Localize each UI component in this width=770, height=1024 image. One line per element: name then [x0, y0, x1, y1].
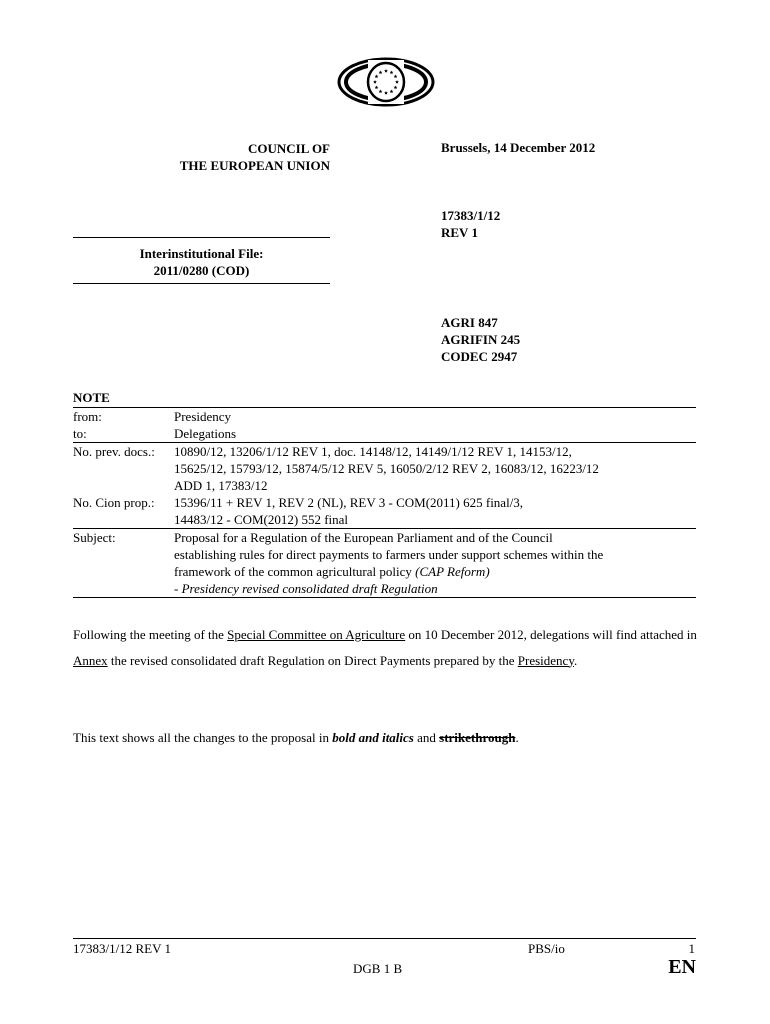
text: the revised consolidated draft Regulation on Direct Payments prepared by the — [107, 652, 518, 668]
subject-italic: (CAP Reform) — [415, 564, 490, 579]
strikethrough-text: strikethrough — [439, 730, 516, 745]
code-agrifin: AGRIFIN 245 — [441, 332, 521, 347]
from-label: from: — [73, 409, 102, 424]
text: Following the meeting of the — [73, 627, 228, 642]
table-row — [73, 494, 696, 529]
code-agri: AGRI 847 — [441, 315, 498, 330]
body-paragraph — [73, 622, 698, 673]
iifile-value: 2011/0280 (COD) — [153, 263, 250, 278]
prev-docs-value — [174, 443, 696, 495]
divider — [73, 237, 330, 238]
cion-prop-line: 15396/11 + REV 1, REV 2 (NL), REV 3 - COM(2011) 625 final/3, — [174, 495, 524, 510]
cion-prop-line: 14483/12 - COM(2012) 552 final — [174, 512, 349, 527]
text: . — [573, 652, 578, 668]
footer-doc-ref: 17383/1/12 REV 1 — [73, 941, 171, 956]
subject-label: Subject: — [73, 529, 174, 598]
link-presidency[interactable]: Presidency — [517, 652, 574, 668]
council-line-1: COUNCIL OF — [248, 141, 330, 156]
subject-codes — [441, 314, 520, 365]
body-paragraph — [73, 725, 698, 751]
to-label: to: — [73, 426, 87, 441]
doc-number: 17383/1/12 — [441, 208, 501, 223]
cion-prop-label: No. Cion prop.: — [73, 495, 155, 510]
subject-value — [174, 529, 696, 598]
interinstitutional-file — [73, 245, 330, 279]
subject-line: establishing rules for direct payments to farmers under support schemes within the — [174, 547, 604, 562]
place-date: Brussels, 14 December 2012 — [441, 140, 596, 155]
note-title: NOTE — [73, 390, 110, 405]
prev-docs-line: 15625/12, 15793/12, 15874/5/12 REV 5, 16050/2/12 REV 2, 16083/12, 16223/12 — [174, 461, 599, 476]
note-table — [73, 408, 696, 598]
text: on 10 December 2012, delegations will find attached in — [405, 627, 697, 642]
prev-docs-label: No. prev. docs.: — [73, 443, 174, 495]
language-code: EN — [668, 956, 696, 978]
footer-initials: PBS/io — [528, 941, 565, 956]
subject-line: Proposal for a Regulation of the European Parliament and of the Council — [174, 530, 553, 545]
table-row — [73, 443, 696, 495]
text: . — [515, 730, 519, 745]
subject-line — [174, 563, 696, 580]
document-number — [441, 207, 500, 241]
footer-dgb: DGB 1 B — [353, 961, 403, 976]
link-special-committee[interactable]: Special Committee on Agriculture — [227, 627, 406, 642]
table-row — [73, 529, 696, 598]
divider — [73, 283, 330, 284]
iifile-label: Interinstitutional File: — [139, 246, 264, 261]
council-name — [120, 140, 330, 174]
council-line-2: THE EUROPEAN UNION — [179, 158, 330, 173]
link-annex[interactable]: Annex — [73, 652, 108, 668]
text: and — [413, 730, 440, 745]
table-row — [73, 408, 696, 425]
footer-divider — [73, 938, 696, 939]
prev-docs-line: ADD 1, 17383/12 — [174, 478, 268, 493]
council-emblem-icon — [336, 56, 436, 108]
subject-text: framework of the common agricultural policy — [174, 564, 416, 579]
code-codec: CODEC 2947 — [441, 349, 518, 364]
text: This text shows all the changes to the proposal in — [73, 730, 333, 745]
to-value: Delegations — [174, 426, 237, 441]
prev-docs-line: 10890/12, 13206/1/12 REV 1, doc. 14148/12, 14149/1/12 REV 1, 14153/12, — [174, 444, 572, 459]
table-row — [73, 425, 696, 443]
subject-line: - Presidency revised consolidated draft Regulation — [174, 581, 438, 596]
from-value: Presidency — [174, 409, 232, 424]
cion-prop-value — [174, 494, 696, 529]
doc-revision: REV 1 — [441, 225, 478, 240]
bold-italic-text: bold and italics — [332, 730, 414, 745]
page-number: 1 — [688, 941, 695, 956]
